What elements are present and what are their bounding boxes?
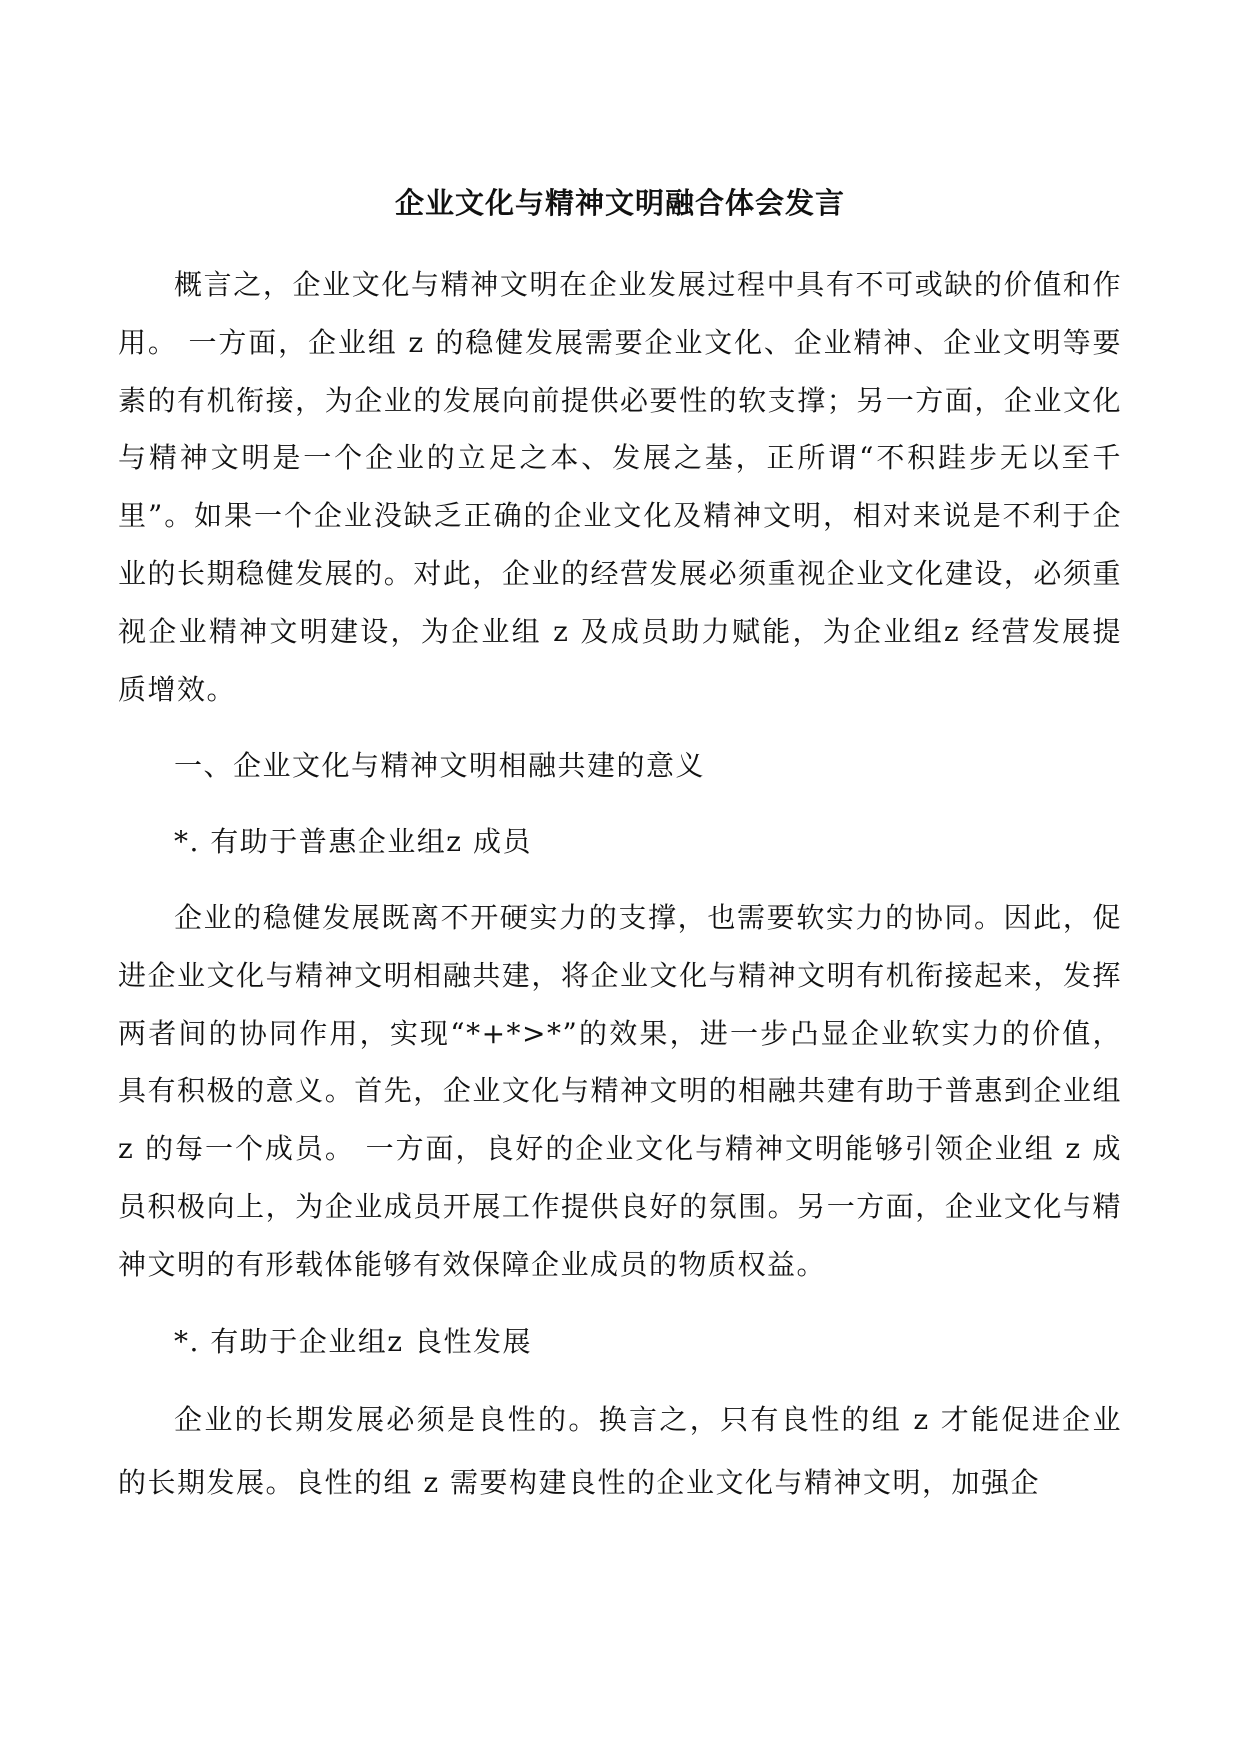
document-title: 企业文化与精神文明融合体会发言 [394,186,845,220]
section-heading-1: 一、企业文化与精神文明相融共建的意义 [174,749,706,783]
subsection-heading-2: *. 有助于企业组z 良性发展 [174,1324,532,1358]
intro-paragraph: 概言之，企业文化与精神文明在企业发展过程中具有不可或缺的价值和作用。 一方面，企业组 z 的稳健发展需要企业文化、企业精神、企业文明等要素的有机衔接，为企业的发展向前提供必要性的软支撑；另一方面，企业文化与精神文明是一个企业的立足之本、发展之基，正所谓“不积跬步无以至千里”。如果一个企业没缺乏正确的企业文化及精神文明，相对来说是不利于企业的长期稳健发展的。对此，企业的经营发展必须重视企业文化建设，必须重视企业精神文明建设，为企业组 z 及成员助力赋能，为企业组z 经营发展提质增效。 [118,268,1122,706]
subsection-heading-1: *. 有助于普惠企业组z 成员 [174,825,532,859]
document-page [118,178,1122,1514]
body-paragraph-1: 企业的稳健发展既离不开硬实力的支撑，也需要软实力的协同。因此，促进企业文化与精神文明相融共建，将企业文化与精神文明有机衔接起来，发挥两者间的协同作用，实现“*+*>*”的效果，进一步凸显企业软实力的价值，具有积极的意义。首先，企业文化与精神文明的相融共建有助于普惠到企业组 z 的每一个成员。 一方面，良好的企业文化与精神文明能够引领企业组 z 成员积极向上，为企业成员开展工作提供良好的氛围。另一方面，企业文化与精神文明的有形载体能够有效保障企业成员的物质权益。 [118,900,1122,1281]
body-paragraph-2: 企业的长期发展必须是良性的。换言之，只有良性的组 z 才能促进企业的长期发展。良性的组 z 需要构建良性的企业文化与精神文明，加强企 [118,1403,1122,1500]
